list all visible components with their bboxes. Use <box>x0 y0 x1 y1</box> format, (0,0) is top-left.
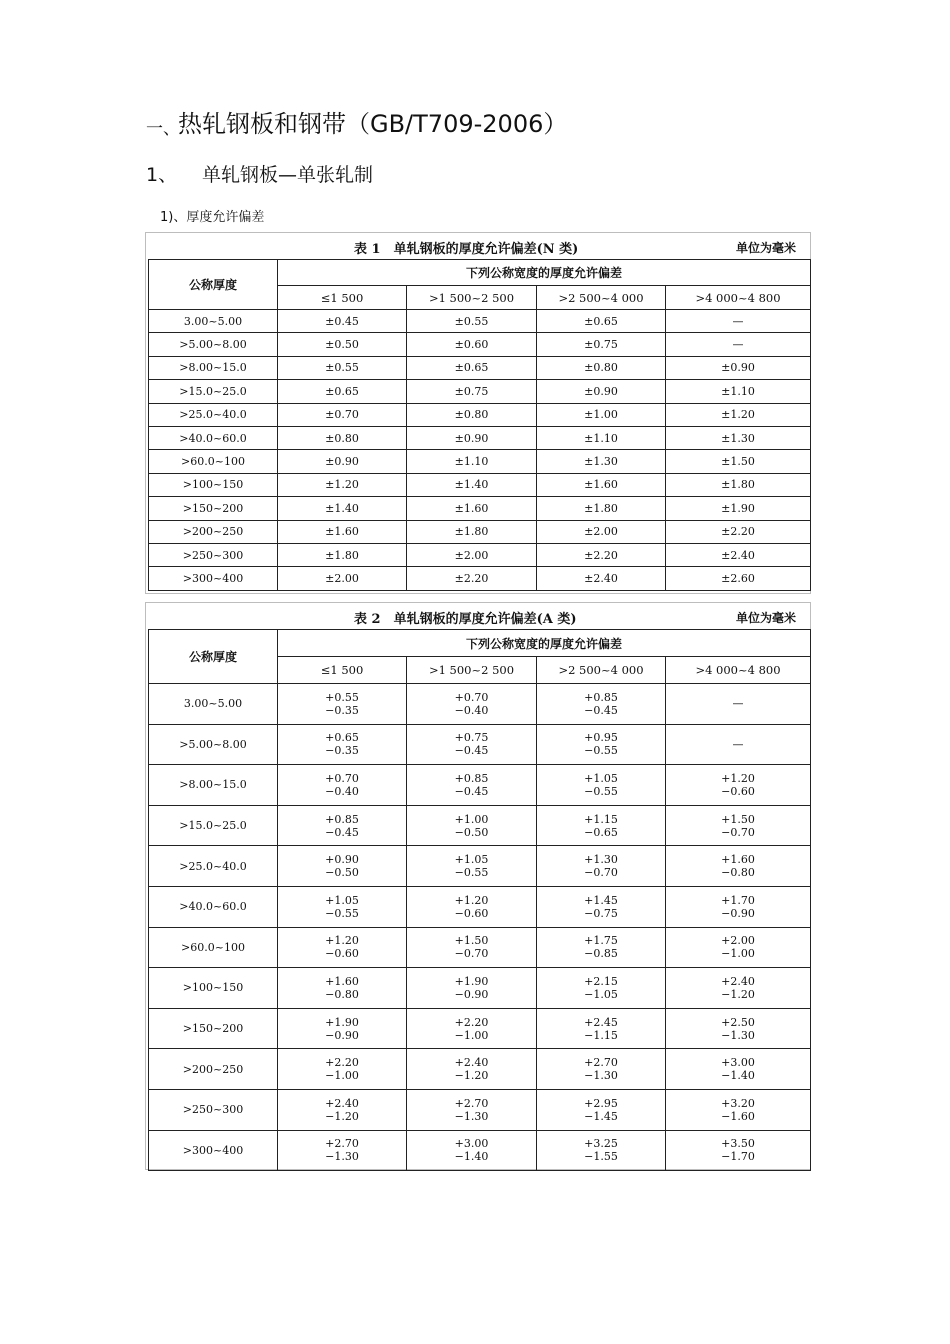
table-2 <box>148 629 811 1171</box>
lower-tolerance: −0.55 <box>584 784 618 798</box>
tolerance-cell <box>666 805 811 846</box>
tolerance-cell: ±0.80 <box>537 356 666 379</box>
lower-tolerance: −0.45 <box>325 825 359 839</box>
table-row <box>149 403 811 426</box>
lower-tolerance: −0.45 <box>454 744 489 758</box>
tolerance-cell <box>537 765 666 806</box>
upper-tolerance: +2.70 <box>584 1056 618 1070</box>
section-title-2: 单轧钢板—单张轧制 <box>202 164 374 186</box>
upper-tolerance: +2.20 <box>325 1056 359 1070</box>
tolerance-cell <box>278 968 407 1009</box>
thickness-cell: >200~250 <box>149 1049 278 1090</box>
table-row <box>149 356 811 379</box>
tolerance-cell: ±0.80 <box>278 426 407 449</box>
lower-tolerance: −0.65 <box>584 825 618 839</box>
tolerance-cell <box>407 846 537 887</box>
upper-tolerance: +2.15 <box>584 974 618 988</box>
upper-tolerance: +2.40 <box>454 1056 489 1070</box>
table-1-unit: 单位为毫米 <box>735 241 796 255</box>
tolerance-cell <box>278 724 407 765</box>
tolerance-cell <box>278 886 407 927</box>
tolerance-cell <box>537 886 666 927</box>
section-number-2: 1、 <box>146 164 178 186</box>
tolerance-cell: ±2.40 <box>537 567 666 590</box>
upper-tolerance: +2.50 <box>721 1015 755 1029</box>
upper-tolerance: +0.85 <box>325 812 359 826</box>
tolerance-cell: ±1.00 <box>537 403 666 426</box>
upper-tolerance: +1.50 <box>454 934 489 948</box>
table-row <box>149 1049 811 1090</box>
lower-tolerance: −0.35 <box>325 744 359 758</box>
tolerance-cell <box>407 724 537 765</box>
upper-tolerance: +1.70 <box>721 893 755 907</box>
tolerance-cell <box>278 1049 407 1090</box>
tolerance-cell <box>666 684 811 725</box>
tolerance-cell <box>407 1089 537 1130</box>
thickness-cell: >40.0~60.0 <box>149 426 278 449</box>
lower-tolerance: −1.30 <box>325 1150 359 1164</box>
upper-tolerance: +1.30 <box>584 853 618 867</box>
table-2-col-header: >1 500~2 500 <box>407 657 537 684</box>
table-1-col-header: >4 000~4 800 <box>666 286 811 310</box>
upper-tolerance: +3.20 <box>721 1096 755 1110</box>
thickness-cell: >25.0~40.0 <box>149 403 278 426</box>
tolerance-cell <box>666 1089 811 1130</box>
table-1-row-header: 公称厚度 <box>149 260 278 310</box>
lower-tolerance: −0.45 <box>454 784 489 798</box>
lower-tolerance: −1.60 <box>721 1109 755 1123</box>
thickness-cell: >8.00~15.0 <box>149 765 278 806</box>
tolerance-cell: ±1.30 <box>537 450 666 473</box>
lower-tolerance: −0.75 <box>584 906 618 920</box>
tolerance-cell: — <box>666 333 811 356</box>
table-row <box>149 450 811 473</box>
table-row <box>149 497 811 520</box>
thickness-cell: >100~150 <box>149 473 278 496</box>
tolerance-cell: ±0.75 <box>407 380 537 403</box>
table-1-col-header: >2 500~4 000 <box>537 286 666 310</box>
lower-tolerance: −1.55 <box>584 1150 618 1164</box>
thickness-cell: >5.00~8.00 <box>149 724 278 765</box>
lower-tolerance: −1.20 <box>325 1109 359 1123</box>
upper-tolerance: +1.60 <box>325 974 359 988</box>
upper-tolerance: +2.20 <box>454 1015 489 1029</box>
table-2-caption <box>146 603 810 629</box>
tolerance-cell <box>666 846 811 887</box>
upper-tolerance: +0.85 <box>454 771 489 785</box>
table-row <box>149 805 811 846</box>
tolerance-cell: ±1.40 <box>407 473 537 496</box>
tolerance-cell: ±0.90 <box>666 356 811 379</box>
lower-tolerance: −0.90 <box>454 987 489 1001</box>
table-2-title: 表 2 单轧钢板的厚度允许偏差(A 类) <box>354 612 577 627</box>
lower-tolerance: −0.50 <box>454 825 489 839</box>
lower-tolerance: −1.40 <box>721 1069 755 1083</box>
tolerance-cell: ±0.65 <box>537 310 666 333</box>
upper-tolerance: +0.85 <box>584 690 618 704</box>
upper-tolerance: +1.90 <box>325 1015 359 1029</box>
tolerance-cell <box>278 1130 407 1171</box>
tolerance-cell <box>407 684 537 725</box>
table-2-col-header: >2 500~4 000 <box>537 657 666 684</box>
tolerance-cell <box>278 765 407 806</box>
table-row <box>149 684 811 725</box>
table-1-group-header: 下列公称宽度的厚度允许偏差 <box>278 260 811 286</box>
upper-tolerance: +1.05 <box>584 771 618 785</box>
tolerance-cell <box>537 805 666 846</box>
upper-tolerance: +2.40 <box>721 974 755 988</box>
table-row <box>149 846 811 887</box>
tolerance-cell: ±0.90 <box>537 380 666 403</box>
tolerance-cell: ±1.80 <box>278 543 407 566</box>
upper-tolerance: +2.70 <box>325 1137 359 1151</box>
tolerance-cell: ±0.70 <box>278 403 407 426</box>
tolerance-cell: ±2.00 <box>407 543 537 566</box>
thickness-cell: >15.0~25.0 <box>149 805 278 846</box>
tolerance-cell: ±0.50 <box>278 333 407 356</box>
table-2-row-header: 公称厚度 <box>149 630 278 684</box>
lower-tolerance: −1.20 <box>454 1069 489 1083</box>
tolerance-cell <box>278 927 407 968</box>
table-row <box>149 380 811 403</box>
tolerance-cell: ±0.65 <box>407 356 537 379</box>
thickness-cell: >150~200 <box>149 497 278 520</box>
upper-tolerance: +3.00 <box>721 1056 755 1070</box>
lower-tolerance: −0.60 <box>721 784 755 798</box>
tolerance-cell: ±1.10 <box>537 426 666 449</box>
table-1-title: 表 1 单轧钢板的厚度允许偏差(N 类) <box>354 242 579 257</box>
upper-tolerance: +0.70 <box>454 690 489 704</box>
tolerance-cell <box>278 805 407 846</box>
tolerance-cell: ±0.90 <box>278 450 407 473</box>
tolerance-cell <box>407 968 537 1009</box>
tolerance-cell <box>666 927 811 968</box>
table-row <box>149 968 811 1009</box>
tolerance-cell <box>666 886 811 927</box>
tolerance-cell <box>537 1049 666 1090</box>
lower-tolerance: −0.90 <box>721 906 755 920</box>
lower-tolerance: −0.60 <box>454 906 489 920</box>
tolerance-cell: ±1.80 <box>537 497 666 520</box>
tolerance-cell <box>407 927 537 968</box>
tolerance-cell <box>666 1130 811 1171</box>
table-2-col-header: >4 000~4 800 <box>666 657 811 684</box>
tolerance-cell <box>407 1008 537 1049</box>
table-row <box>149 724 811 765</box>
thickness-cell: >100~150 <box>149 968 278 1009</box>
lower-tolerance: −1.00 <box>454 1028 489 1042</box>
tolerance-cell: ±0.55 <box>278 356 407 379</box>
table-1-figure <box>145 232 811 594</box>
table-1 <box>148 259 811 591</box>
lower-tolerance: −1.70 <box>721 1150 755 1164</box>
tolerance-cell <box>407 886 537 927</box>
table-2-group-header: 下列公称宽度的厚度允许偏差 <box>278 630 811 657</box>
tolerance-cell <box>537 927 666 968</box>
upper-tolerance: +1.20 <box>325 934 359 948</box>
lower-tolerance: −0.90 <box>325 1028 359 1042</box>
upper-tolerance: +2.40 <box>325 1096 359 1110</box>
lower-tolerance: −1.30 <box>721 1028 755 1042</box>
lower-tolerance: −0.40 <box>325 784 359 798</box>
upper-tolerance: +1.00 <box>454 812 489 826</box>
upper-tolerance: +1.75 <box>584 934 618 948</box>
lower-tolerance: −1.30 <box>584 1069 618 1083</box>
table-row <box>149 333 811 356</box>
tolerance-cell: ±0.55 <box>407 310 537 333</box>
tolerance-cell <box>407 805 537 846</box>
lower-tolerance: −1.15 <box>584 1028 618 1042</box>
table-row <box>149 473 811 496</box>
table-row <box>149 927 811 968</box>
tolerance-cell: ±2.20 <box>537 543 666 566</box>
tolerance-cell: ±1.60 <box>537 473 666 496</box>
tolerance-cell: ±1.10 <box>666 380 811 403</box>
lower-tolerance: −0.55 <box>584 744 618 758</box>
lower-tolerance: −0.40 <box>454 703 489 717</box>
lower-tolerance: −0.50 <box>325 866 359 880</box>
table-row <box>149 765 811 806</box>
tolerance-cell <box>407 765 537 806</box>
lower-tolerance: −0.85 <box>584 947 618 961</box>
table-row <box>149 520 811 543</box>
tolerance-cell: ±1.10 <box>407 450 537 473</box>
upper-tolerance: +0.70 <box>325 771 359 785</box>
thickness-cell: >25.0~40.0 <box>149 846 278 887</box>
thickness-cell: >250~300 <box>149 1089 278 1130</box>
table-1-caption <box>146 233 810 259</box>
tolerance-cell: ±1.80 <box>407 520 537 543</box>
lower-tolerance: −0.70 <box>721 825 755 839</box>
table-2-figure <box>145 602 811 1170</box>
lower-tolerance: −0.35 <box>325 703 359 717</box>
upper-tolerance: +3.50 <box>721 1137 755 1151</box>
upper-tolerance: +2.45 <box>584 1015 618 1029</box>
tolerance-cell <box>537 724 666 765</box>
lower-tolerance: −1.05 <box>584 987 618 1001</box>
upper-tolerance: +3.00 <box>454 1137 489 1151</box>
tolerance-cell: ±1.60 <box>278 520 407 543</box>
tolerance-cell <box>407 1049 537 1090</box>
upper-tolerance: +1.05 <box>454 853 489 867</box>
thickness-cell: >5.00~8.00 <box>149 333 278 356</box>
tolerance-cell: ±2.20 <box>666 520 811 543</box>
lower-tolerance: −1.40 <box>454 1150 489 1164</box>
tolerance-cell: ±0.90 <box>407 426 537 449</box>
tolerance-cell <box>537 1089 666 1130</box>
tolerance-cell: ±1.20 <box>278 473 407 496</box>
thickness-cell: >60.0~100 <box>149 927 278 968</box>
upper-tolerance: +1.05 <box>325 893 359 907</box>
thickness-cell: >15.0~25.0 <box>149 380 278 403</box>
tolerance-cell <box>407 1130 537 1171</box>
tolerance-cell <box>666 1049 811 1090</box>
lower-tolerance: −0.45 <box>584 703 618 717</box>
tolerance-cell: ±1.20 <box>666 403 811 426</box>
upper-tolerance: +2.95 <box>584 1096 618 1110</box>
tolerance-cell: ±0.60 <box>407 333 537 356</box>
tolerance-cell: ±1.80 <box>666 473 811 496</box>
table-row <box>149 1008 811 1049</box>
tolerance-cell <box>278 846 407 887</box>
tolerance-cell <box>278 1089 407 1130</box>
lower-tolerance: −0.70 <box>454 947 489 961</box>
table-row <box>149 543 811 566</box>
thickness-cell: 3.00~5.00 <box>149 310 278 333</box>
lower-tolerance: −0.60 <box>325 947 359 961</box>
upper-tolerance: +1.50 <box>721 812 755 826</box>
thickness-cell: >300~400 <box>149 1130 278 1171</box>
upper-tolerance: — <box>732 737 744 751</box>
tolerance-cell: ±1.60 <box>407 497 537 520</box>
upper-tolerance: +1.15 <box>584 812 618 826</box>
lower-tolerance: −0.80 <box>721 866 755 880</box>
tolerance-cell <box>666 724 811 765</box>
upper-tolerance: +3.25 <box>584 1137 618 1151</box>
upper-tolerance: +1.20 <box>721 771 755 785</box>
table-row <box>149 886 811 927</box>
section-title-1: 热轧钢板和钢带（GB/T709-2006） <box>178 110 568 138</box>
table-2-col-header: ≤1 500 <box>278 657 407 684</box>
tolerance-cell: ±1.50 <box>666 450 811 473</box>
table-row <box>149 1089 811 1130</box>
tolerance-cell: ±1.40 <box>278 497 407 520</box>
thickness-cell: >250~300 <box>149 543 278 566</box>
tolerance-cell <box>537 846 666 887</box>
tolerance-cell: ±2.00 <box>537 520 666 543</box>
lower-tolerance: −0.80 <box>325 987 359 1001</box>
table-2-unit: 单位为毫米 <box>735 611 796 625</box>
tolerance-cell: — <box>666 310 811 333</box>
thickness-cell: >40.0~60.0 <box>149 886 278 927</box>
tolerance-cell <box>537 1130 666 1171</box>
tolerance-cell <box>278 1008 407 1049</box>
tolerance-cell: ±0.80 <box>407 403 537 426</box>
upper-tolerance: +1.20 <box>454 893 489 907</box>
tolerance-cell: ±1.30 <box>666 426 811 449</box>
section-heading-3: 1)、厚度允许偏差 <box>160 210 265 225</box>
tolerance-cell <box>537 684 666 725</box>
tolerance-cell: ±0.65 <box>278 380 407 403</box>
lower-tolerance: −1.45 <box>584 1109 618 1123</box>
upper-tolerance: +0.90 <box>325 853 359 867</box>
lower-tolerance: −0.55 <box>325 906 359 920</box>
table-row <box>149 567 811 590</box>
tolerance-cell: ±0.45 <box>278 310 407 333</box>
tolerance-cell: ±1.90 <box>666 497 811 520</box>
tolerance-cell <box>537 1008 666 1049</box>
thickness-cell: >60.0~100 <box>149 450 278 473</box>
table-1-col-header: >1 500~2 500 <box>407 286 537 310</box>
lower-tolerance: −1.30 <box>454 1109 489 1123</box>
thickness-cell: >300~400 <box>149 567 278 590</box>
upper-tolerance: — <box>732 697 744 711</box>
upper-tolerance: +2.00 <box>721 934 755 948</box>
tolerance-cell <box>537 968 666 1009</box>
upper-tolerance: +0.55 <box>325 690 359 704</box>
upper-tolerance: +0.95 <box>584 731 618 745</box>
lower-tolerance: −1.00 <box>325 1069 359 1083</box>
thickness-cell: 3.00~5.00 <box>149 684 278 725</box>
tolerance-cell <box>666 968 811 1009</box>
upper-tolerance: +1.90 <box>454 974 489 988</box>
lower-tolerance: −0.55 <box>454 866 489 880</box>
table-row <box>149 310 811 333</box>
section-number-1: 一、 <box>146 119 180 139</box>
upper-tolerance: +0.65 <box>325 731 359 745</box>
tolerance-cell <box>278 684 407 725</box>
table-1-col-header: ≤1 500 <box>278 286 407 310</box>
table-row <box>149 1130 811 1171</box>
lower-tolerance: −1.00 <box>721 947 755 961</box>
lower-tolerance: −1.20 <box>721 987 755 1001</box>
thickness-cell: >150~200 <box>149 1008 278 1049</box>
upper-tolerance: +0.75 <box>454 731 489 745</box>
tolerance-cell: ±0.75 <box>537 333 666 356</box>
lower-tolerance: −0.70 <box>584 866 618 880</box>
tolerance-cell: ±2.20 <box>407 567 537 590</box>
tolerance-cell <box>666 765 811 806</box>
section-heading-2 <box>146 160 373 187</box>
tolerance-cell: ±2.40 <box>666 543 811 566</box>
upper-tolerance: +2.70 <box>454 1096 489 1110</box>
upper-tolerance: +1.60 <box>721 853 755 867</box>
upper-tolerance: +1.45 <box>584 893 618 907</box>
tolerance-cell: ±2.00 <box>278 567 407 590</box>
tolerance-cell <box>666 1008 811 1049</box>
thickness-cell: >200~250 <box>149 520 278 543</box>
thickness-cell: >8.00~15.0 <box>149 356 278 379</box>
table-row <box>149 426 811 449</box>
tolerance-cell: ±2.60 <box>666 567 811 590</box>
